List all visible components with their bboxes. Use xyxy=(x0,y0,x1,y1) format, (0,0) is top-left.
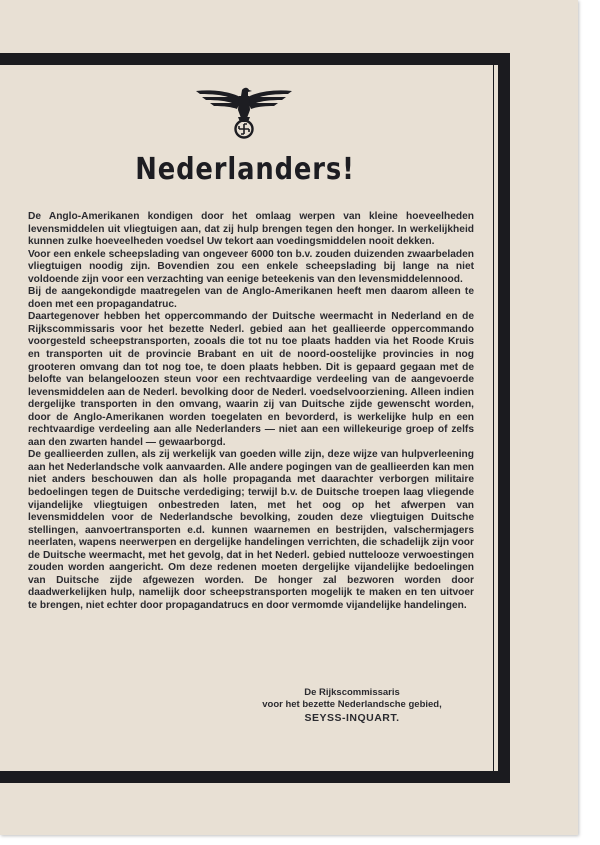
poster-title: Nederlanders! xyxy=(135,152,355,187)
poster-body-text xyxy=(28,211,474,613)
signature-name: SEYSS-INQUART. xyxy=(304,712,400,724)
paragraph-2: Voor een enkele scheepslading van ongeveer 6000 ton b.v. zouden duizenden zwaarbeladen vliegtuigen noodig zijn. Bovendien zou een enkele scheepslading bij lange na niet voldoende zijn voor een verzachting van eenige beteekenis van den levensmiddelennood. xyxy=(28,248,474,285)
eagle-emblem-icon xyxy=(192,84,296,140)
paragraph-5: De geallieerden zullen, als zij werkelijk van goeden wille zijn, deze wijze van hulpverleening aan het Nederlandsche volk aanvaarden. Alle andere pogingen van de geallieerden kan men niet anders beschouwen dan als holle propaganda met daarachter verborgen militaire bedoelingen tegen de Duitsche verdediging; terwijl b.v. de Duitsche troepen laag vliegende vijandelijke vliegtuigen onbestreden laten, met het oog op het afwerpen van levensmiddelen voor de Nederlandsche bevolking, zouden deze vliegtuigen Duitsche stellingen, aanvoertransporten e.d. kunnen waarnemen en bestrijden, valschermjagers neerlaten, wapens neerwerpen en dergelijke handelingen verrichten, die schadelijk zijn voor de Duitsche weermacht, met het gevolg, dat in het Nederl. gebied nuttelooze verwoestingen zouden worden aangericht. Om deze redenen moeten dergelijke vijandelijke bedoelingen van Duitsche zijde afgewezen worden. De honger zal bezworen worden door daadwerkelijken hulp, namelijk door scheepstransporten mogelijk te maken en ten uitvoer te brengen, niet echter door propagandatrucs en door vermomde vijandelijke handelingen. xyxy=(28,449,474,611)
signature-jurisdiction: voor het bezette Nederlandsche gebied, xyxy=(262,699,442,710)
paragraph-3: Bij de aangekondigde maatregelen van de Anglo-Amerikanen heeft men daarom alleen te doen met een propagandatruc. xyxy=(28,286,474,310)
signature-title: De Rijkscommissaris xyxy=(304,687,400,698)
signature-block xyxy=(230,687,474,725)
paragraph-4: Daartegenover hebben het oppercommando der Duitsche weermacht in Nederland en de Rijkscommissaris voor het bezette Nederl. gebied aan het geallieerde oppercommando voorgesteld scheepstransporten, zooals die tot nu toe plaats hadden via het Roode Kruis en transporten uit de provincie Brabant en uit de noord-oostelijke provincies in nog grooteren omvang dan tot nog toe, te doen plaats hebben. Dit is gepaard gegaan met de belofte van belangeloozen steun voor een rechtvaardige verdeeling van de aangevoerde levensmiddelen aan de Nederl. bevolking door de Nederl. voedselvoorziening. Alleen indien dergelijke transporten in den omvang, waarin zij van Duitsche zijde gewenscht worden, door de Anglo-Amerikanen worden toegelaten en bevorderd, is werkelijke hulp en een rechtvaardige verdeeling aan alle Nederlanders — niet aan een willekeurige groep of zelfs aan den zwarten handel — gewaarborgd. xyxy=(28,311,474,448)
paragraph-1: De Anglo-Amerikanen kondigen door het omlaag werpen van kleine hoeveelheden levensmiddelen uit vliegtuigen aan, dat zij hulp brengen tegen den honger. In werkelijkheid kunnen zulke hoeveelheden voedsel Uw tekort aan voedingsmiddelen nooit dekken. xyxy=(28,211,474,248)
